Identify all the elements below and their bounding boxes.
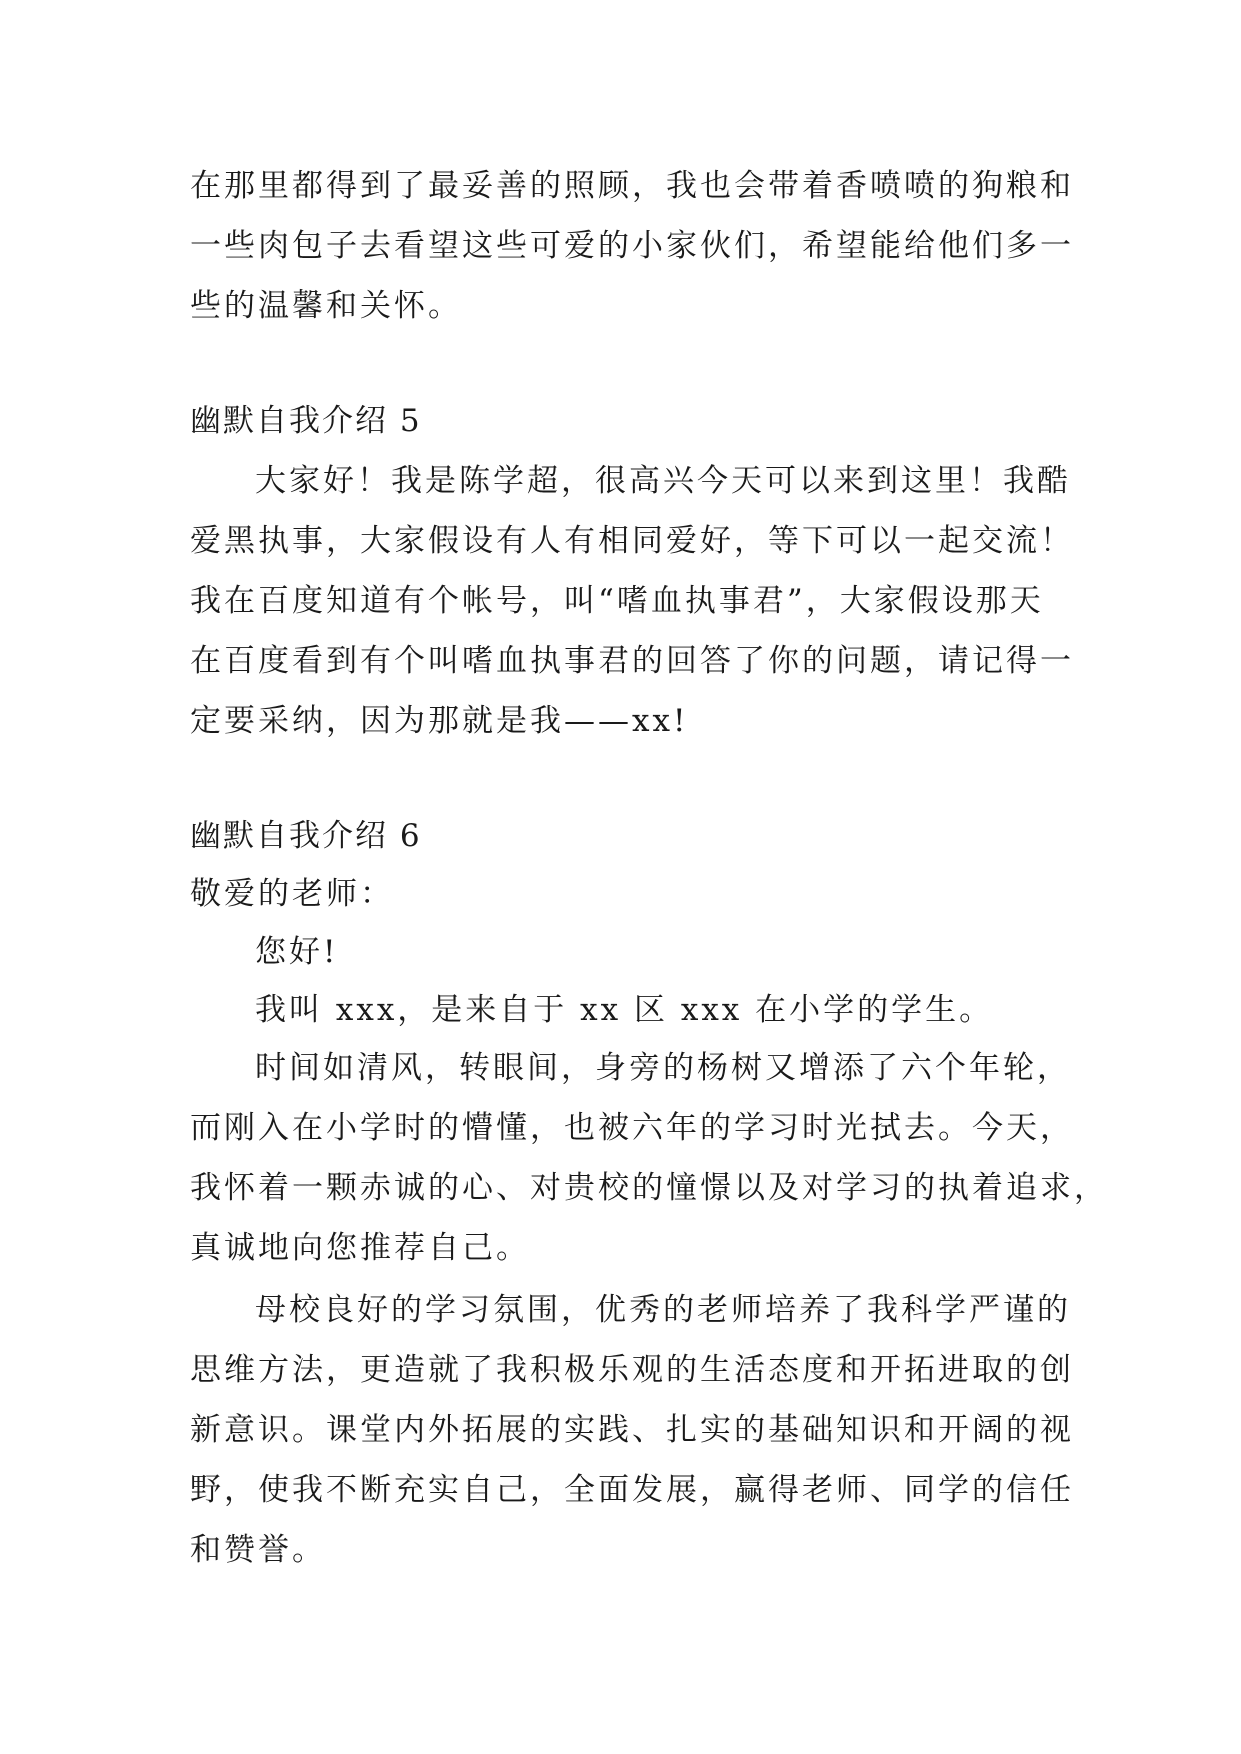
paragraph-line: 思维方法，更造就了我积极乐观的生活态度和开拓进取的创 bbox=[190, 1352, 1074, 1388]
paragraph-line: 在百度看到有个叫嗜血执事君的回答了你的问题，请记得一 bbox=[190, 643, 1074, 679]
paragraph-line: 大家好！我是陈学超，很高兴今天可以来到这里！我酷 bbox=[255, 463, 1071, 499]
section-heading: 幽默自我介绍 5 bbox=[190, 403, 422, 439]
paragraph-line: 一些肉包子去看望这些可爱的小家伙们，希望能给他们多一 bbox=[190, 228, 1074, 264]
section-heading: 幽默自我介绍 6 bbox=[190, 818, 422, 854]
paragraph-line: 时间如清风，转眼间，身旁的杨树又增添了六个年轮， bbox=[255, 1050, 1071, 1086]
paragraph-line: 新意识。课堂内外拓展的实践、扎实的基础知识和开阔的视 bbox=[190, 1412, 1074, 1448]
paragraph-line: 和赞誉。 bbox=[190, 1532, 326, 1568]
paragraph-line: 我在百度知道有个帐号，叫“嗜血执事君”，大家假设那天 bbox=[190, 583, 1044, 619]
paragraph-line: 定要采纳，因为那就是我——xx! bbox=[190, 703, 689, 739]
paragraph-line: 些的温馨和关怀。 bbox=[190, 288, 462, 324]
paragraph-line: 爱黑执事，大家假设有人有相同爱好，等下可以一起交流！ bbox=[190, 523, 1074, 559]
paragraph-line: 母校良好的学习氛围，优秀的老师培养了我科学严谨的 bbox=[255, 1292, 1071, 1328]
salutation: 敬爱的老师： bbox=[190, 876, 394, 912]
paragraph-line: 野，使我不断充实自己，全面发展，赢得老师、同学的信任 bbox=[190, 1472, 1074, 1508]
paragraph-line: 真诚地向您推荐自己。 bbox=[190, 1230, 530, 1266]
greeting: 您好! bbox=[255, 934, 339, 970]
paragraph-line: 而刚入在小学时的懵懂，也被六年的学习时光拭去。今天， bbox=[190, 1110, 1074, 1146]
paragraph-line: 在那里都得到了最妥善的照顾，我也会带着香喷喷的狗粮和 bbox=[190, 168, 1074, 204]
paragraph-line: 我怀着一颗赤诚的心、对贵校的憧憬以及对学习的执着追求， bbox=[190, 1170, 1108, 1206]
intro-line: 我叫 xxx，是来自于 xx 区 xxx 在小学的学生。 bbox=[255, 992, 994, 1028]
